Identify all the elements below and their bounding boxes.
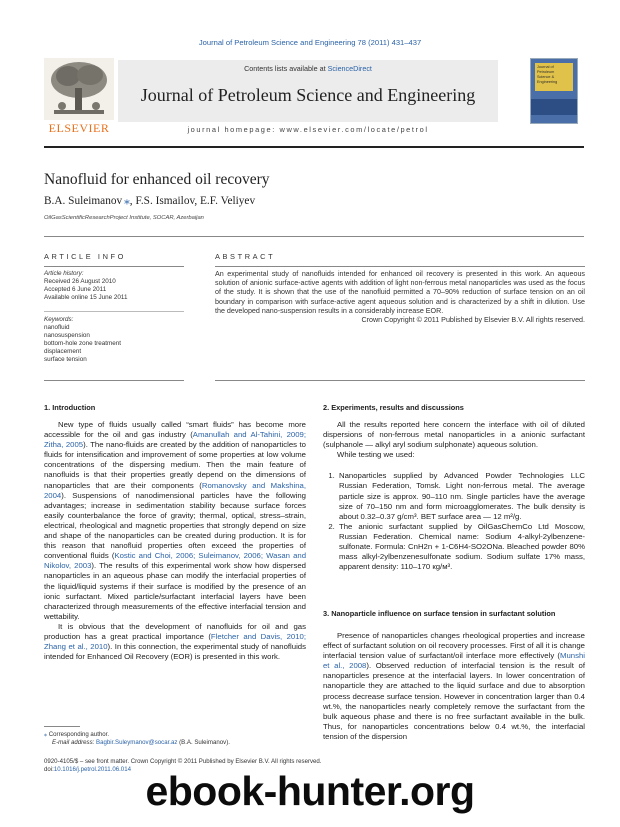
section-3-paragraph: Presence of nanoparticles changes rheological properties and increase effect of surfactant solution on oil recovery processes. First of all it is change interfacial tension value of surfactant/oil interface more effectively (Munshi et al., 2008). Observed reduction of interfacial tension is the result of nanoparticles presence at the interfacial layers. In lower concentration of nanoparticle they are attached to the liquid surface and due to absorption process decrease surface tension. However in concentration larger than 0.4 wt.%, the nanoparticles nearly completely remove the surfactant from the bulk aqueous phase and there is no free surfactant available in the bulk. Thus, for nanoparticles concentrations below 0.4 wt.%, the interfacial tension of the dispersion xyxy=(323,631,585,741)
sciencedirect-link[interactable]: ScienceDirect xyxy=(327,64,372,73)
doi-link[interactable]: 10.1016/j.petrol.2011.06.014 xyxy=(53,766,131,773)
watermark: ebook-hunter.org xyxy=(145,768,475,814)
footnote-mark: ⁎ xyxy=(44,731,48,738)
keywords-label: Keywords: xyxy=(44,316,74,323)
abstract-end-rule xyxy=(215,380,585,381)
section-3-heading: 3. Nanoparticle influence on surface tension in surfactant solution xyxy=(323,609,556,618)
experiments-paragraph: All the results reported here concern the interface with oil of diluted dispersions of non-ferrous metal nanoparticles in a anionic surfactant (sulphanole — alkyl aryl sodium sulphonate) aqueous solution. xyxy=(323,420,585,450)
abstract-rule xyxy=(215,266,585,267)
history-accepted: Accepted 6 June 2011 xyxy=(44,286,107,293)
email-label: E-mail address: xyxy=(52,739,97,746)
testing-paragraph: While testing we used: xyxy=(337,450,415,460)
ref-link[interactable]: Romanovsky and Makshina, 2004 xyxy=(44,480,307,500)
keyword: nanosuspension xyxy=(44,332,90,339)
keyword: surface tension xyxy=(44,356,87,363)
author-2-3: F.S. Ismailov, E.F. Veliyev xyxy=(135,195,256,207)
list-item: 1. Nanoparticles supplied by Advanced Powder Technologies LLC Russian Federation, Tomsk. Light non-ferrous metal. The average particle size is approx. 90–110 nm. Single particles have the average size of 70–150 nm and form microagglomerates. The bulk density is about 0.32–0.37 g/cm³. BET surface area — 12 m²/g. xyxy=(337,471,585,521)
front-matter: 0920-4105/$ – see front matter. Crown Copyright © 2011 Published by Elsevier B.V. All rights reserved. doi:10.1016/j.petrol.2011.06.014 xyxy=(44,758,584,774)
author-1: B.A. Suleimanov xyxy=(44,195,123,207)
homepage-prefix: journal homepage: xyxy=(187,125,280,134)
journal-citation[interactable]: Journal of Petroleum Science and Engineering 78 (2011) 431–437 xyxy=(198,38,422,47)
homepage-url[interactable]: www.elsevier.com/locate/petrol xyxy=(279,125,429,134)
history-online: Available online 15 June 2011 xyxy=(44,294,128,301)
author-list: B.A. Suleimanov ⁎, F.S. Ismailov, E.F. Veliyev xyxy=(44,195,256,207)
abstract-copyright: Crown Copyright © 2011 Published by Elsevier B.V. All rights reserved. xyxy=(361,316,585,325)
keyword: bottom-hole zone treatment xyxy=(44,340,122,347)
abstract-body xyxy=(215,270,585,325)
article-history xyxy=(44,270,194,302)
email-link[interactable]: Bagbir.Suleymanov@socar.az xyxy=(96,739,178,746)
materials-list xyxy=(323,471,585,572)
elsevier-logo xyxy=(44,58,114,136)
header-rule xyxy=(44,236,584,237)
contents-prefix: Contents lists available at xyxy=(244,64,328,73)
section-1-heading: 1. Introduction xyxy=(44,403,96,412)
article-info-rule xyxy=(44,266,184,267)
article-info-end-rule xyxy=(44,380,184,381)
section-2-heading: 2. Experiments, results and discussions xyxy=(323,403,464,412)
intro-paragraph-1: New type of fluids usually called “smart fluids” has become more accessible for the oil and gas industry (Amanullah and Al-Tahini, 2009; Zitha, 2005). The nano-fluids are created by the addition of nanoparticles to fluids for intensification and improvement of some properties at low volume concentrations of the dispersing medium. Then the main feature of nanofluids is that their properties greatly depend on the dimensions of nanoparticles that are their components (Romanovsky and Makshina, 2004). Suspensions of nanodimensional particles have the following advantages; increase in sedimentation stability because surface forces easily counterbalance the force of gravity; thermal, optical, stress–strain, electrical, rheological and magnetic properties that strongly depend on size and shape of the nanoparticles can be created during production. It is for this reason that nanofluid properties often exceed the properties of conventional fluids (Kostic and Choi, 2006; Suleimanov, 2006; Wasan and Nikolov, 2003). The results of this experimental work show how dispersed nanoparticles in an aqueous phase can modify the interfacial properties of the liquid/liquid systems if their surface is modified by the presence of an ionic surfactant. Mixed particle/surfactant interfacial layers have been characterized through measurements of the effective interfacial tension and wettability. xyxy=(44,420,307,621)
keyword: nanofluid xyxy=(44,324,70,331)
list-item: 2. The anionic surfactant supplied by OilGasChemCo Ltd Moscow, Russian Federation. Chemical name: Sodium 4-alkyl-2ylbenzene-sulfonate. Formula: CnH2n + 1-C6H4-SO2ONa. Bleached powder 80% mass alkyl-2ylbenzenesulfonate sodium. Sodium sulfate 17% mass, apparent density: 110–170 кg/м³. xyxy=(337,522,585,572)
history-rule xyxy=(44,311,184,312)
affiliation: OilGasScientificResearchProject Institute, SOCAR, Azerbaijan xyxy=(44,215,204,221)
issn-line: 0920-4105/$ – see front matter. Crown Copyright © 2011 Published by Elsevier B.V. All rights reserved. xyxy=(44,758,322,765)
footnote: ⁎ Corresponding author. E-mail address: Bagbir.Suleymanov@socar.az (B.A. Suleimanov). xyxy=(44,731,230,746)
journal-homepage xyxy=(118,125,498,134)
keyword: displacement xyxy=(44,348,82,355)
cover-stripe xyxy=(531,99,577,115)
history-received: Received 26 August 2010 xyxy=(44,278,116,285)
history-label: Article history: xyxy=(44,270,84,277)
footnote-rule xyxy=(44,726,80,727)
article-info-heading: ARTICLE INFO xyxy=(44,252,126,261)
abstract-heading: ABSTRACT xyxy=(215,252,276,261)
article-title: Nanofluid for enhanced oil recovery xyxy=(44,171,270,188)
left-column xyxy=(44,420,306,662)
journal-cover[interactable] xyxy=(530,58,578,124)
cover-text: Journal of Petroleum Science & Engineering xyxy=(537,65,558,84)
right-column xyxy=(323,420,585,572)
contents-line xyxy=(118,64,498,73)
corresponding-author-mark[interactable]: ⁎ xyxy=(124,195,130,207)
ref-link[interactable]: Munshi et al., 2008 xyxy=(323,651,585,671)
elsevier-wordmark: ELSEVIER xyxy=(48,121,110,135)
journal-title: Journal of Petroleum Science and Engineering xyxy=(140,85,476,105)
ref-link[interactable]: Fletcher and Davis, 2010; Zhang et al., 2010 xyxy=(44,631,307,652)
footnote-corresponding: Corresponding author. xyxy=(48,731,110,738)
ref-link[interactable]: Kostic and Choi, 2006; Suleimanov, 2006; Wasan and Nikolov, 2003 xyxy=(44,551,307,571)
right-column-section-3 xyxy=(323,631,585,742)
keywords xyxy=(44,316,194,364)
masthead-rule xyxy=(44,146,584,148)
abstract-text: An experimental study of nanofluids intended for enhanced oil recovery is presented in this work. An aqueous solution of anionic surface-active agents with addition of light non-ferrous metal nanoparticles was used as the focus of the study. It is shown that the use of the nanofluid permitted a 70–90% reduction of surface tension on an oil boundary in comparison with surface-active agent aqueous solution and is characterized by a shift in dilution. Use the developed nano-suspension results in a considerably increase EOR. xyxy=(215,270,585,315)
ref-link[interactable]: Amanullah and Al-Tahini, 2009; Zitha, 2005 xyxy=(44,430,306,450)
intro-paragraph-2: It is obvious that the development of nanofluids for oil and gas production has a great practical importance (Fletcher and Davis, 2010; Zhang et al., 2010). In this connection, the experimental study of nanofluids intended for Enhanced Oil Recovery (EOR) is presented in this work. xyxy=(44,621,307,662)
